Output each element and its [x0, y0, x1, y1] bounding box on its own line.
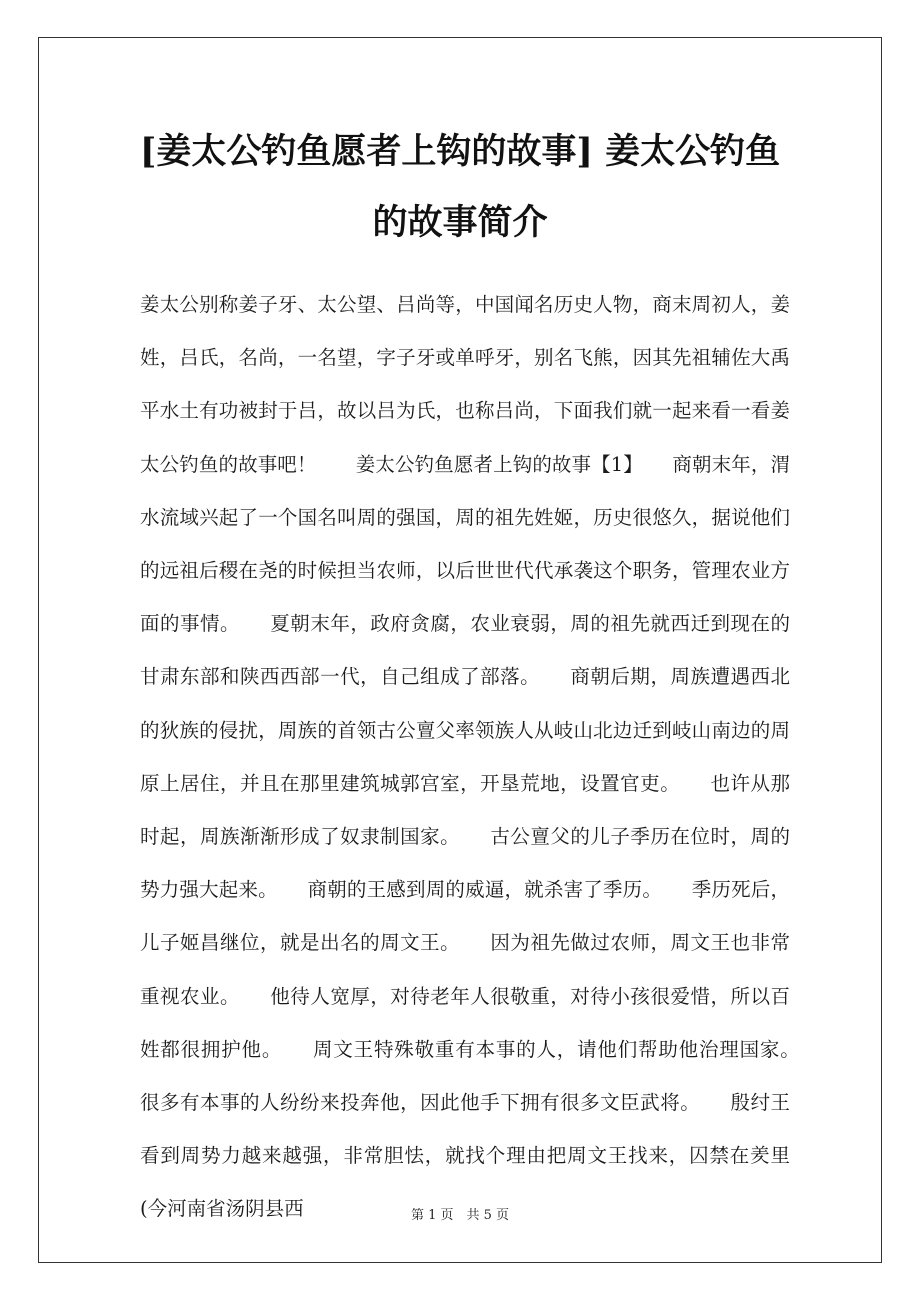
document-title-line-2: 的故事简介 — [372, 202, 548, 243]
document-title-line-1: [姜太公钓鱼愿者上钩的故事] 姜太公钓鱼 — [139, 131, 781, 172]
page-number-footer: 第 1 页 共 5 页 — [410, 1208, 510, 1223]
document-body-paragraph: 姜太公别称姜子牙、太公望、吕尚等，中国闻名历史人物，商末周初人，姜姓，吕氏，名尚，一名望，字子牙或单呼牙，别名飞熊，因其先祖辅佐大禹平水土有功被封于吕，故以吕为氏，也称吕尚，下面我们就一起来看一看姜太公钓鱼的故事吧！ 姜太公钓鱼愿者上钩的故事【1】 商朝末年，渭水流域兴起了一个国名叫周的强国，周的祖先姓姬，历史很悠久，据说他们的远祖后稷在尧的时候担当农师，以后世世代代承袭这个职务，管理农业方面的事情。 夏朝末年，政府贪腐，农业衰弱，周的祖先就西迁到现在的甘肃东部和陕西西部一代，自己组成了部落。 商朝后期，周族遭遇西北的狄族的侵扰，周族的首领古公亶父率领族人从岐山北边迁到岐山南边的周原上居住，并且在那里建筑城郭宫室，开垦荒地，设置官吏。 也许从那时起，周族渐渐形成了奴隶制国家。 古公亶父的儿子季历在位时，周的势力强大起来。 商朝的王感到周的威逼，就杀害了季历。 季历死后，儿子姬昌继位，就是出名的周文王。 因为祖先做过农师，周文王也非常重视农业。 他待人宽厚，对待老年人很敬重，对待小孩很爱惜，所以百姓都很拥护他。 周文王特殊敬重有本事的人，请他们帮助他治理国家。 很多有本事的人纷纷来投奔他，因此他手下拥有很多文臣武将。 殷纣王看到周势力越来越强，非常胆怯，就找个理由把周文王找来，囚禁在羑里(今河南省汤阴县西 — [140, 293, 830, 1221]
